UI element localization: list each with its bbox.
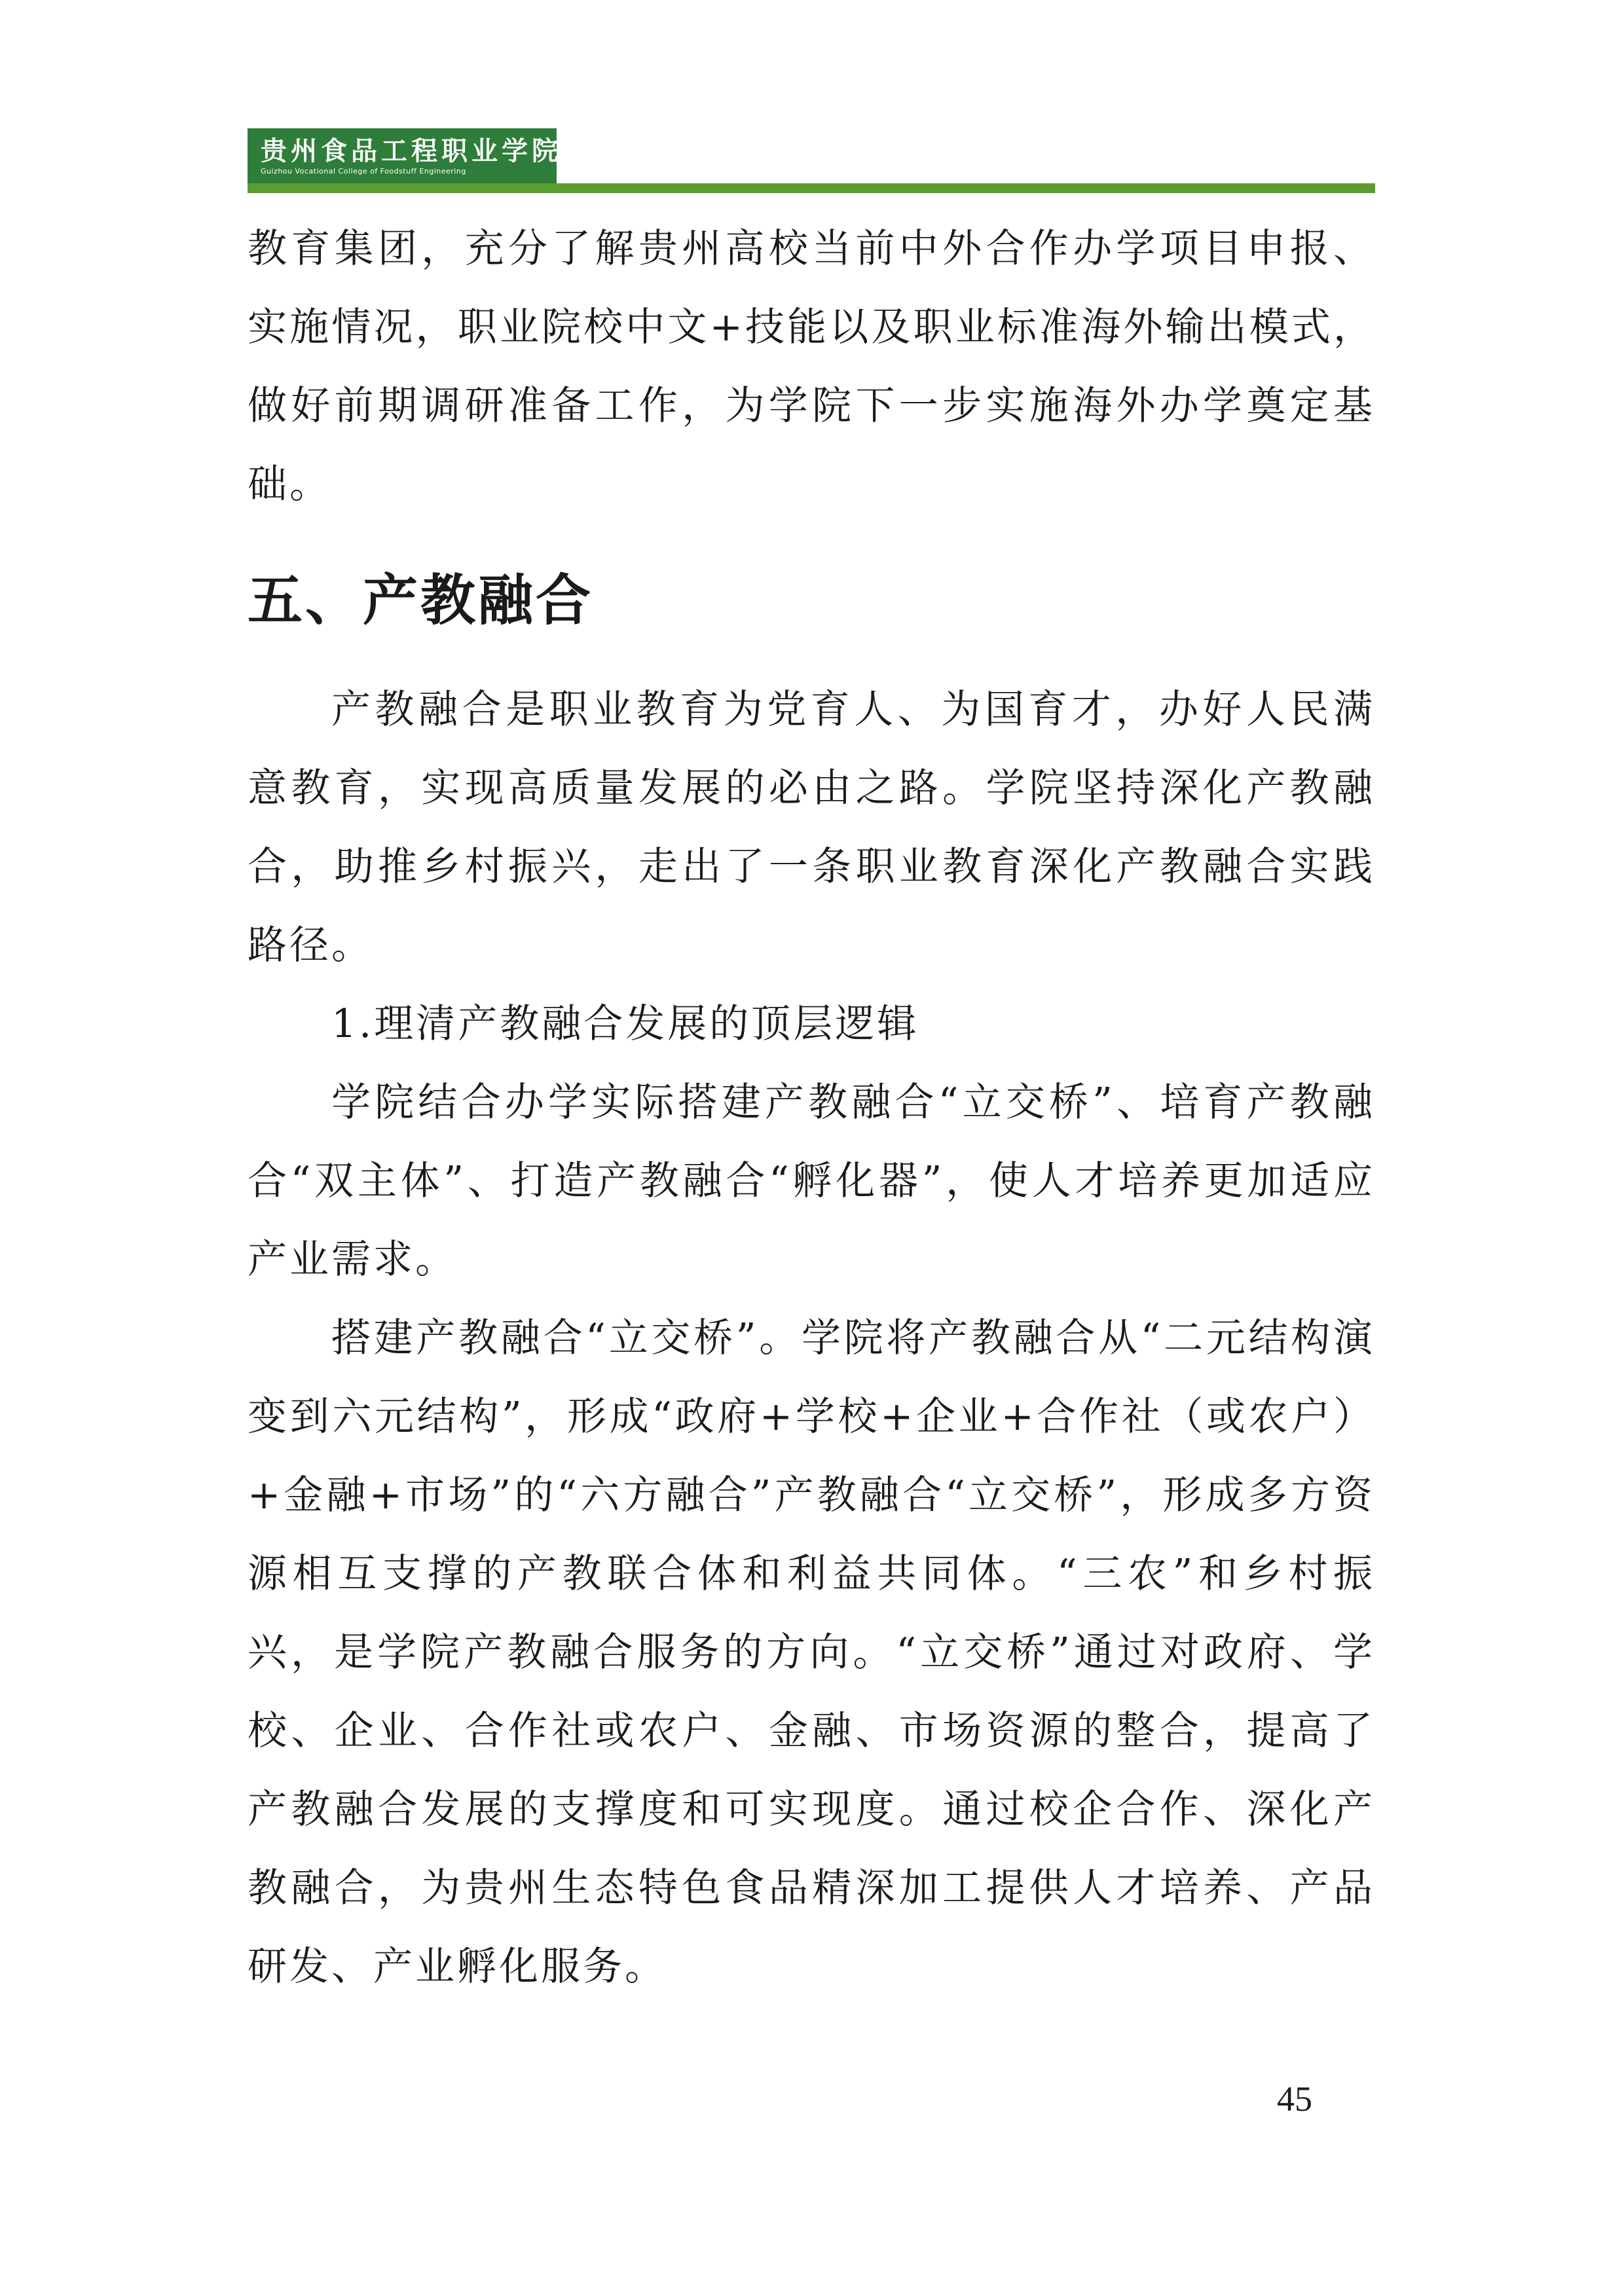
paragraph-continued: 教育集团，充分了解贵州高校当前中外合作办学项目申报、实施情况，职业院校中文+技能以及职业标准海外输出模式，做好前期调研准备工作，为学院下一步实施海外办学奠定基础。 [248, 226, 1375, 507]
page-header [248, 128, 1375, 194]
subheading: 1.理清产教融合发展的顶层逻辑 [331, 1001, 919, 1047]
logo-chinese-name: 贵州食品工程职业学院 [261, 136, 562, 166]
section-heading: 五、产教融合 [248, 568, 594, 632]
page-content [248, 210, 1375, 2006]
page-number: 45 [1277, 2079, 1312, 2119]
logo-text [261, 136, 562, 176]
logo-english-name: Guizhou Vocational College of Foodstuff Engineering [261, 167, 466, 175]
header-divider [248, 183, 1375, 193]
college-logo [248, 128, 562, 183]
paragraph-bridge: 搭建产教融合“立交桥”。学院将产教融合从“二元结构演变到六元结构”，形成“政府+学校+企业+合作社（或农户）+金融+市场”的“六方融合”产教融合“立交桥”，形成多方资源相互支撑的产教联合体和利益共同体。“三农”和乡村振兴，是学院产教融合服务的方向。“立交桥”通过对政府、学校、企业、合作社或农户、金融、市场资源的整合，提高了产教融合发展的支撑度和可实现度。通过校企合作、深化产教融合，为贵州生态特色食品精深加工提供人才培养、产品研发、产业孵化服务。 [248, 1315, 1375, 1990]
paragraph-intro: 产教融合是职业教育为党育人、为国育才，办好人民满意教育，实现高质量发展的必由之路。学院坚持深化产教融合，助推乡村振兴，走出了一条职业教育深化产教融合实践路径。 [248, 687, 1375, 968]
paragraph-summary: 学院结合办学实际搭建产教融合“立交桥”、培育产教融合“双主体”、打造产教融合“孵化器”，使人才培养更加适应产业需求。 [248, 1080, 1375, 1283]
